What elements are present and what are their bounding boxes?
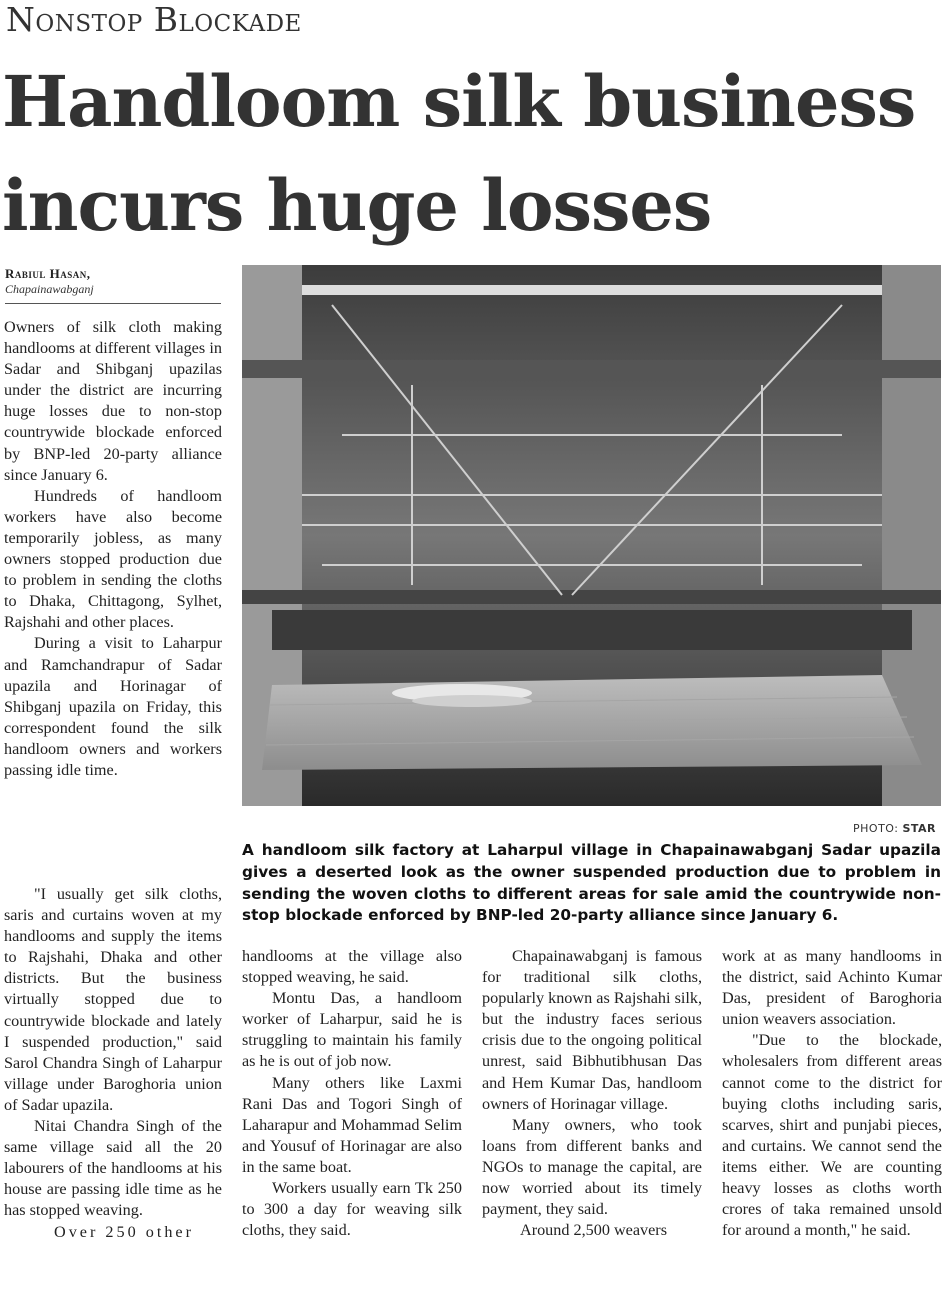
photo-caption: A handloom silk factory at Laharpul village in Chapainawabganj Sadar upazila gives a deserted look as the owner suspended production due to problem in sending the woven cloths to different areas for sale amid the countrywide non-stop blockade enforced by BNP-led 20-party alliance since January 6.	[242, 841, 941, 925]
paragraph: "Due to the blockade, wholesalers from different areas cannot come to the district for buying cloths including saris, scarves, shirt and punjabi pieces, and curtains. We cannot send the items either. We are counting heavy losses as cloths worth crores of taka remained unsold for around a month," he said.	[722, 1031, 942, 1240]
photo-credit-label: PHOTO:	[853, 822, 899, 835]
paragraph: During a visit to Laharpur and Ramchandrapur of Sadar upazila and Horinagar of Shibganj upazila on Friday, this correspondent found the silk handloom owners and workers passing idle time.	[4, 634, 222, 779]
byline-name: Rabiul Hasan,	[5, 266, 91, 281]
body-column-2	[242, 946, 462, 1241]
paragraph: Montu Das, a handloom worker of Laharpur, said he is struggling to maintain his family as he is out of job now.	[242, 989, 462, 1071]
paragraph: "I usually get silk cloths, saris and curtains woven at my handlooms and supply the items to Rajshahi, Dhaka and other districts. But the business virtually stopped due to countrywide blockade and lately I suspended production," said Sarol Chandra Singh of Laharpur village under Baroghoria union of Sadar upazila.	[4, 885, 222, 1114]
paragraph: Nitai Chandra Singh of the same village said all the 20 labourers of the handlooms at his house are passing idle time as he has stopped weaving.	[4, 1117, 222, 1220]
handloom-image	[242, 265, 941, 806]
paragraph: Over 250 other	[54, 1222, 194, 1241]
paragraph: Many owners, who took loans from different banks and NGOs to manage the capital, are now worried about its timely payment, they said.	[482, 1115, 702, 1219]
kicker: Nonstop Blockade	[6, 0, 302, 39]
paragraph: Hundreds of handloom workers have also become temporarily jobless, as many owners stopped production due to problem in sending the cloths to Dhaka, Chittagong, Sylhet, Rajshahi and other places.	[4, 486, 222, 632]
body-column-3	[482, 946, 702, 1241]
photo-credit	[853, 822, 936, 835]
paragraph: work at as many handlooms in the district, said Achinto Kumar Das, president of Baroghoria union weavers association.	[722, 947, 942, 1029]
headline-line-2: incurs huge losses	[2, 164, 712, 247]
byline	[5, 266, 221, 304]
headline	[2, 50, 947, 258]
body-column-4	[722, 946, 942, 1241]
photo-credit-source: STAR	[902, 822, 937, 835]
body-column-1	[4, 317, 222, 781]
paragraph: Around 2,500 weavers	[520, 1221, 667, 1240]
paragraph: Owners of silk cloth making handlooms at different villages in Sadar and Shibganj upazilas under the district are incurring huge losses due to non-stop countrywide blockade enforced by BNP-led 20-party alliance since January 6.	[4, 318, 222, 484]
paragraph: Workers usually earn Tk 250 to 300 a day for weaving silk cloths, they said.	[242, 1179, 462, 1240]
paragraph: Many others like Laxmi Rani Das and Togori Singh of Laharapur and Mohammad Selim and Yousuf of Horinagar are also in the same boat.	[242, 1073, 462, 1176]
byline-place: Chapainawabganj	[5, 282, 94, 296]
paragraph: Chapainawabganj is famous for traditional silk cloths, popularly known as Rajshahi silk, but the industry faces serious crisis due to the ongoing political unrest, said Bibhutibhusan Das and Hem Kumar Das, handloom owners of Horinagar village.	[482, 947, 702, 1113]
loom-photo	[242, 265, 941, 806]
body-column-1-continued	[4, 884, 222, 1243]
paragraph: handlooms at the village also stopped weaving, he said.	[242, 947, 462, 987]
headline-line-1: Handloom silk business	[2, 60, 916, 143]
